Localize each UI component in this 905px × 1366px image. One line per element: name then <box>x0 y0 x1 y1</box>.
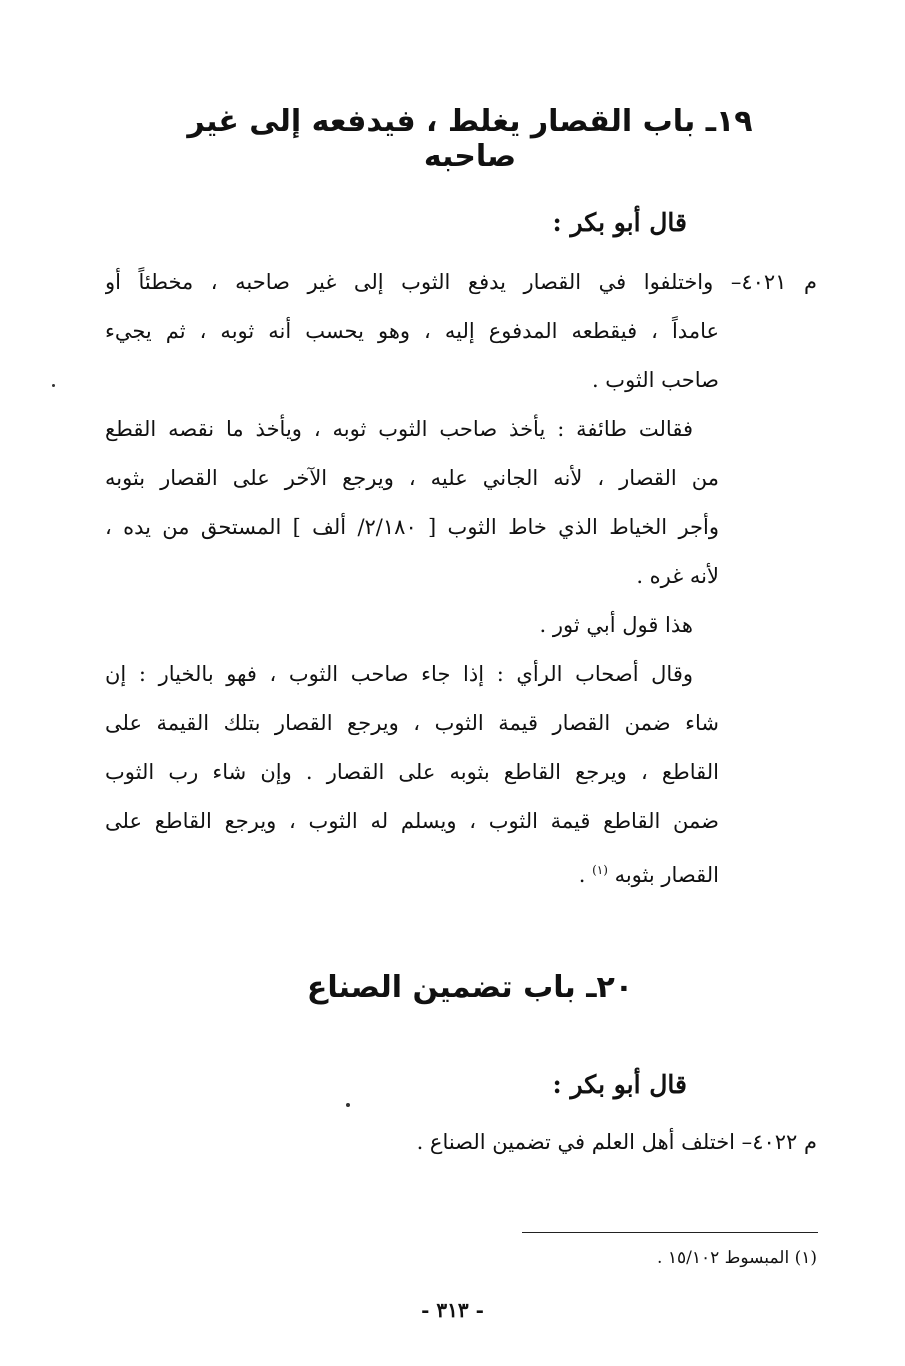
paragraph-1-line-1: فقالت طائفة : يأخذ صاحب الثوب ثوبه ، ويأخذ ما نقصه القطع <box>105 417 693 441</box>
entry-4021-line-2: عامداً ، فيقطعه المدفوع إليه ، وهو يحسب أنه ثوبه ، ثم يجيء <box>105 319 719 343</box>
paragraph-2-line-1: هذا قول أبي ثور . <box>539 613 693 637</box>
paragraph-3-line-5 <box>105 846 719 895</box>
paragraph-1-line-2: من القصار ، لأنه الجاني عليه ، ويرجع الآخر على القصار بثوبه <box>105 466 719 490</box>
paragraph-1-line-3: وأجر الخياط الذي خاط الثوب [ ٢/١٨٠/ ألف ] المستحق من يده ، <box>105 515 719 539</box>
chapter-20-body <box>105 1118 817 1167</box>
footnote: (١) المبسوط ١٥/١٠٢ . <box>657 1248 817 1268</box>
paragraph-3-line-3: القاطع ، ويرجع القاطع بثوبه على القصار . وإن شاء رب الثوب <box>105 760 719 784</box>
paragraph-3-line-4: ضمن القاطع قيمة الثوب ، ويسلم له الثوب ، ويرجع القاطع على <box>105 809 719 833</box>
paragraph-3-line-2: شاء ضمن القصار قيمة الثوب ، ويرجع القصار بتلك القيمة على <box>105 711 719 735</box>
chapter-19-title: ١٩ـ باب القصار يغلط ، فيدفعه إلى غير صاحبه <box>187 104 753 174</box>
scan-speck <box>346 1103 350 1107</box>
paragraph-3-line-5-end: . <box>578 863 586 887</box>
paragraph-3-line-5-text: القصار بثوبه <box>614 863 719 887</box>
footnote-separator <box>522 1232 818 1233</box>
scan-speck <box>52 384 55 387</box>
paragraph-1-line-4: لأنه غره . <box>636 564 719 588</box>
entry-4021-line-3: صاحب الثوب . <box>591 368 719 392</box>
chapter-20-said: قال أبو بكر : <box>552 1070 687 1099</box>
chapter-20-title: ٢٠ـ باب تضمين الصناع <box>306 970 634 1005</box>
chapter-19-body <box>105 258 817 895</box>
footnote-reference: (١) <box>592 863 608 877</box>
paragraph-3-line-1: وقال أصحاب الرأي : إذا جاء صاحب الثوب ، فهو بالخيار : إن <box>105 662 693 686</box>
chapter-19-said: قال أبو بكر : <box>552 208 687 237</box>
page-number: - ٣١٣ - <box>421 1298 484 1322</box>
entry-4021-line-1: م ٤٠٢١– واختلفوا في القصار يدفع الثوب إلى غير صاحبه ، مخطئاً أو <box>105 270 817 294</box>
entry-4022-line-1: م ٤٠٢٢– اختلف أهل العلم في تضمين الصناع . <box>416 1130 817 1154</box>
